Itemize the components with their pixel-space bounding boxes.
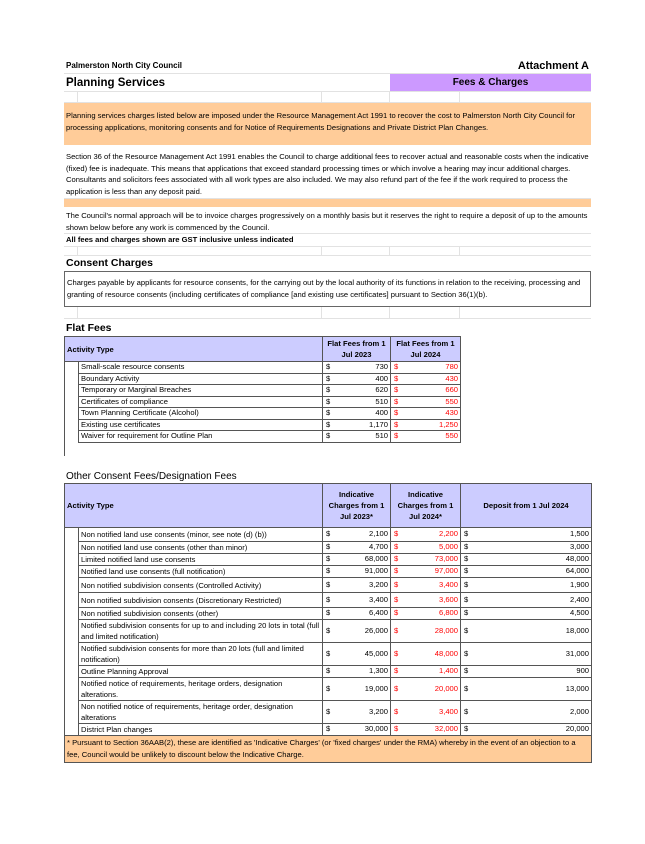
flat-fee-2023 (323, 408, 391, 420)
intro-paragraph-invoicing: The Council's normal approach will be to invoice charges progressively on a monthly basis but it reserves the right to require a deposit of up to the amounts shown below before any work is commenced by the Council. (64, 207, 591, 234)
activity-type: Non notified notice of requirements, heritage order, designation alterations (79, 701, 323, 724)
other-fee-row (65, 542, 592, 554)
column-header-flat-2023: Flat Fees from 1 Jul 2023 (323, 337, 391, 362)
indicative-charge-2023 (323, 593, 391, 608)
currency-symbol: $ (464, 608, 469, 618)
other-fee-row (65, 643, 592, 666)
currency-symbol: $ (326, 666, 331, 676)
indicative-charge-2023 (323, 643, 391, 666)
amount: 18,000 (565, 625, 590, 635)
currency-symbol: $ (394, 554, 399, 564)
indicative-charge-2023 (323, 620, 391, 643)
indicative-charge-2023 (323, 666, 391, 678)
amount: 73,000 (434, 554, 459, 564)
activity-type: Non notified land use consents (minor, see note (d) (b)) (79, 528, 323, 542)
flat-fee-2023 (323, 396, 391, 408)
deposit-2024 (461, 578, 592, 593)
currency-symbol: $ (326, 648, 331, 658)
indent-cell (65, 566, 79, 578)
indent-cell (65, 385, 79, 397)
flat-fees-header-row (65, 337, 461, 362)
indicative-charge-2023 (323, 701, 391, 724)
currency-symbol: $ (394, 608, 399, 618)
flat-fee-2024 (391, 396, 461, 408)
column-header-flat-2024: Flat Fees from 1 Jul 2024 (391, 337, 461, 362)
amount: 19,000 (364, 683, 389, 693)
deposit-2024 (461, 666, 592, 678)
currency-symbol: $ (326, 362, 331, 371)
indicative-charge-2024 (391, 701, 461, 724)
currency-symbol: $ (394, 666, 399, 676)
currency-symbol: $ (394, 683, 399, 693)
amount: 97,000 (434, 566, 459, 576)
amount: 6,800 (439, 608, 459, 618)
column-header-indicative-2024: Indicative Charges from 1 Jul 2024* (391, 484, 461, 528)
currency-symbol: $ (326, 373, 331, 383)
amount: 48,000 (565, 554, 590, 564)
column-header-activity: Activity Type (65, 337, 323, 362)
indent-cell (65, 362, 79, 374)
blank-row (65, 442, 461, 456)
indent-cell (65, 396, 79, 408)
currency-symbol: $ (464, 666, 469, 676)
amount: 4,700 (369, 542, 389, 552)
indicative-charge-2023 (323, 542, 391, 554)
amount: 13,000 (565, 683, 590, 693)
deposit-2024 (461, 620, 592, 643)
indicative-charge-2024 (391, 643, 461, 666)
other-fee-row (65, 724, 592, 736)
activity-type: Limited notified land use consents (79, 554, 323, 566)
activity-type: Notified subdivision consents for more than 20 lots (full and limited notification) (79, 643, 323, 666)
amount: 2,100 (369, 529, 389, 539)
other-fees-table (64, 483, 592, 763)
indent-cell (65, 419, 79, 431)
flat-fee-row (65, 362, 461, 374)
amount: 6,400 (369, 608, 389, 618)
indent-cell (65, 408, 79, 420)
indent-cell (65, 373, 79, 385)
deposit-2024 (461, 528, 592, 542)
flat-fee-row (65, 408, 461, 420)
attachment-label: Attachment A (517, 59, 589, 72)
amount: 430 (445, 408, 459, 417)
indicative-charge-2023 (323, 608, 391, 620)
indicative-charge-2024 (391, 666, 461, 678)
consent-charges-description: Charges payable by applicants for resource consents, for the carrying out by the local authority of its functions in relation to the receiving, processing and granting of resource consents (including certificates of compliance [and existing use certificates] pursuant to Section 36(1)(b). (64, 271, 591, 307)
indent-cell (65, 620, 79, 643)
flat-fee-2023 (323, 431, 391, 443)
activity-type: District Plan changes (79, 724, 323, 736)
amount: 550 (445, 396, 459, 406)
amount: 430 (445, 373, 459, 383)
activity-type: Waiver for requirement for Outline Plan (79, 431, 323, 443)
header-row (64, 58, 591, 74)
currency-symbol: $ (326, 724, 331, 734)
indicative-charges-footnote: * Pursuant to Section 36AAB(2), these are identified as 'Indicative Charges' (or 'fixed charges' under the RMA) whereby in the event of an objection to a fee, Council would be unlikely to discount below the Indicative Charge. (65, 736, 592, 763)
amount: 2,400 (570, 594, 590, 604)
indicative-charge-2024 (391, 593, 461, 608)
currency-symbol: $ (394, 385, 399, 394)
currency-symbol: $ (464, 579, 469, 589)
flat-fee-2023 (323, 362, 391, 374)
intro-paragraph-rma: Planning services charges listed below are imposed under the Resource Management Act 1991 to recover the cost to Palmerston North City Council for processing applications, monitoring consents and for Notice of Requirements Designations and Private District Plan Changes. (64, 103, 591, 145)
activity-type: Non notified subdivision consents (other) (79, 608, 323, 620)
indent-cell (65, 608, 79, 620)
currency-symbol: $ (326, 542, 331, 552)
amount: 45,000 (364, 648, 389, 658)
currency-symbol: $ (394, 579, 399, 589)
flat-fee-2024 (391, 385, 461, 397)
activity-type: Notified subdivision consents for up to and including 20 lots in total (full and limited notification) (79, 620, 323, 643)
indicative-charge-2024 (391, 554, 461, 566)
column-header-deposit-2024: Deposit from 1 Jul 2024 (461, 484, 592, 528)
currency-symbol: $ (394, 625, 399, 635)
flat-fee-2024 (391, 408, 461, 420)
flat-fee-2024 (391, 373, 461, 385)
indicative-charge-2024 (391, 724, 461, 736)
currency-symbol: $ (394, 431, 399, 440)
amount: 91,000 (364, 566, 389, 576)
currency-symbol: $ (326, 408, 331, 417)
activity-type: Notified notice of requirements, heritage orders, designation alterations. (79, 678, 323, 701)
currency-symbol: $ (394, 724, 399, 734)
column-header-indicative-2023: Indicative Charges from 1 Jul 2023* (323, 484, 391, 528)
indent-cell (65, 593, 79, 608)
currency-symbol: $ (464, 724, 469, 734)
flat-fee-2024 (391, 362, 461, 374)
deposit-2024 (461, 554, 592, 566)
amount: 2,200 (439, 529, 459, 539)
amount: 400 (375, 408, 389, 417)
blank-row (64, 307, 591, 319)
amount: 28,000 (434, 625, 459, 635)
amount: 3,000 (570, 542, 590, 552)
activity-type: Non notified subdivision consents (Controlled Activity) (79, 578, 323, 593)
amount: 2,000 (570, 706, 590, 716)
flat-fee-row (65, 385, 461, 397)
amount: 48,000 (434, 648, 459, 658)
indent-cell (65, 431, 79, 443)
indicative-charge-2024 (391, 578, 461, 593)
currency-symbol: $ (326, 594, 331, 604)
organisation-name: Palmerston North City Council (66, 61, 183, 70)
indent-cell (65, 528, 79, 542)
activity-type: Town Planning Certificate (Alcohol) (79, 408, 323, 420)
activity-type: Small-scale resource consents (79, 362, 323, 374)
currency-symbol: $ (326, 419, 331, 429)
flat-fee-2023 (323, 385, 391, 397)
other-fee-row (65, 678, 592, 701)
indicative-charge-2023 (323, 554, 391, 566)
currency-symbol: $ (326, 396, 331, 406)
deposit-2024 (461, 678, 592, 701)
currency-symbol: $ (394, 373, 399, 383)
other-fee-row (65, 666, 592, 678)
currency-symbol: $ (394, 362, 399, 371)
amount: 3,400 (369, 594, 389, 604)
orange-divider (64, 199, 591, 207)
currency-symbol: $ (464, 594, 469, 604)
amount: 3,400 (439, 579, 459, 589)
indicative-charge-2023 (323, 578, 391, 593)
other-fee-row (65, 578, 592, 593)
amount: 3,200 (369, 706, 389, 716)
flat-fee-2024 (391, 419, 461, 431)
currency-symbol: $ (464, 554, 469, 564)
currency-symbol: $ (326, 554, 331, 564)
other-fee-row (65, 608, 592, 620)
currency-symbol: $ (394, 396, 399, 406)
page-title: Planning Services (66, 76, 166, 89)
indicative-charge-2024 (391, 620, 461, 643)
gst-note: All fees and charges shown are GST inclusive unless indicated (64, 234, 591, 247)
indicative-charge-2023 (323, 566, 391, 578)
currency-symbol: $ (326, 706, 331, 716)
intro-paragraph-section36: Section 36 of the Resource Management Act 1991 enables the Council to charge additional fees to recover actual and reasonable costs when the indicative (fixed) fee is inadequate. This means that applications that exceed standard processing times or which involve a hearing may incur additional charges. Consultants and solicitors fees associated with all work types are also included. We may also refund part of the fee if the work required to process the application is less than any deposit paid. (64, 145, 591, 199)
flat-fee-2023 (323, 373, 391, 385)
flat-fee-row (65, 419, 461, 431)
deposit-2024 (461, 608, 592, 620)
amount: 1,300 (369, 666, 389, 676)
currency-symbol: $ (326, 566, 331, 576)
currency-symbol: $ (326, 683, 331, 693)
currency-symbol: $ (464, 625, 469, 635)
amount: 68,000 (364, 554, 389, 564)
currency-symbol: $ (394, 648, 399, 658)
currency-symbol: $ (394, 542, 399, 552)
amount: 780 (445, 362, 459, 371)
currency-symbol: $ (464, 648, 469, 658)
currency-symbol: $ (394, 529, 399, 539)
flat-fee-2024 (391, 431, 461, 443)
column-header-activity: Activity Type (65, 484, 323, 528)
other-fee-row (65, 566, 592, 578)
indent-cell (65, 666, 79, 678)
amount: 1,170 (369, 419, 389, 429)
flat-fee-row (65, 373, 461, 385)
activity-type: Non notified land use consents (other than minor) (79, 542, 323, 554)
deposit-2024 (461, 701, 592, 724)
currency-symbol: $ (394, 706, 399, 716)
other-fee-row (65, 528, 592, 542)
flat-fees-heading: Flat Fees (66, 322, 112, 334)
currency-symbol: $ (464, 529, 469, 539)
indicative-charge-2023 (323, 724, 391, 736)
currency-symbol: $ (464, 683, 469, 693)
indicative-charge-2024 (391, 678, 461, 701)
amount: 1,400 (439, 666, 459, 676)
deposit-2024 (461, 643, 592, 666)
other-fees-heading: Other Consent Fees/Designation Fees (66, 471, 237, 482)
indent-cell (65, 554, 79, 566)
currency-symbol: $ (326, 579, 331, 589)
deposit-2024 (461, 542, 592, 554)
flat-fees-table (64, 336, 461, 456)
indicative-charge-2023 (323, 678, 391, 701)
other-fee-row (65, 593, 592, 608)
amount: 26,000 (364, 625, 389, 635)
indicative-charge-2023 (323, 528, 391, 542)
blank-row (64, 247, 591, 256)
indicative-charge-2024 (391, 542, 461, 554)
flat-fee-2023 (323, 419, 391, 431)
amount: 5,000 (439, 542, 459, 552)
amount: 64,000 (565, 566, 590, 576)
activity-type: Temporary or Marginal Breaches (79, 385, 323, 397)
amount: 660 (445, 385, 459, 394)
amount: 1,500 (570, 529, 590, 539)
activity-type: Notified land use consents (full notification) (79, 566, 323, 578)
activity-type: Certificates of compliance (79, 396, 323, 408)
activity-type: Non notified subdivision consents (Discretionary Restricted) (79, 593, 323, 608)
other-fee-row (65, 701, 592, 724)
currency-symbol: $ (464, 542, 469, 552)
fees-sheet (64, 58, 591, 763)
amount: 20,000 (434, 683, 459, 693)
flat-fee-row (65, 396, 461, 408)
amount: 900 (576, 666, 590, 676)
amount: 620 (375, 385, 389, 394)
amount: 32,000 (434, 724, 459, 734)
currency-symbol: $ (326, 385, 331, 394)
activity-type: Existing use certificates (79, 419, 323, 431)
indicative-charge-2024 (391, 566, 461, 578)
blank-row (64, 92, 591, 103)
other-fee-row (65, 554, 592, 566)
indent-cell (65, 724, 79, 736)
indent-cell (65, 542, 79, 554)
activity-type: Outline Planning Approval (79, 666, 323, 678)
indent-cell (65, 701, 79, 724)
amount: 510 (375, 431, 389, 440)
currency-symbol: $ (326, 625, 331, 635)
indent-cell (65, 678, 79, 701)
amount: 1,250 (439, 419, 459, 429)
deposit-2024 (461, 724, 592, 736)
currency-symbol: $ (394, 419, 399, 429)
currency-symbol: $ (394, 594, 399, 604)
indent-cell (65, 578, 79, 593)
amount: 730 (375, 362, 389, 371)
currency-symbol: $ (464, 566, 469, 576)
other-fee-row (65, 620, 592, 643)
currency-symbol: $ (394, 408, 399, 417)
amount: 550 (445, 431, 459, 440)
amount: 30,000 (364, 724, 389, 734)
amount: 3,200 (369, 579, 389, 589)
other-fees-header-row (65, 484, 592, 528)
indent-cell (65, 643, 79, 666)
fees-charges-banner: Fees & Charges (390, 74, 591, 91)
amount: 4,500 (570, 608, 590, 618)
activity-type: Boundary Activity (79, 373, 323, 385)
flat-fee-row (65, 431, 461, 443)
currency-symbol: $ (326, 608, 331, 618)
consent-charges-heading: Consent Charges (66, 257, 153, 269)
currency-symbol: $ (326, 529, 331, 539)
title-row (64, 74, 591, 92)
currency-symbol: $ (464, 706, 469, 716)
amount: 3,400 (439, 706, 459, 716)
indicative-charge-2024 (391, 528, 461, 542)
indicative-charge-2024 (391, 608, 461, 620)
amount: 31,000 (565, 648, 590, 658)
amount: 400 (375, 373, 389, 383)
deposit-2024 (461, 593, 592, 608)
currency-symbol: $ (326, 431, 331, 440)
amount: 20,000 (565, 724, 590, 734)
amount: 3,600 (439, 594, 459, 604)
currency-symbol: $ (394, 566, 399, 576)
amount: 1,900 (570, 579, 590, 589)
deposit-2024 (461, 566, 592, 578)
amount: 510 (375, 396, 389, 406)
